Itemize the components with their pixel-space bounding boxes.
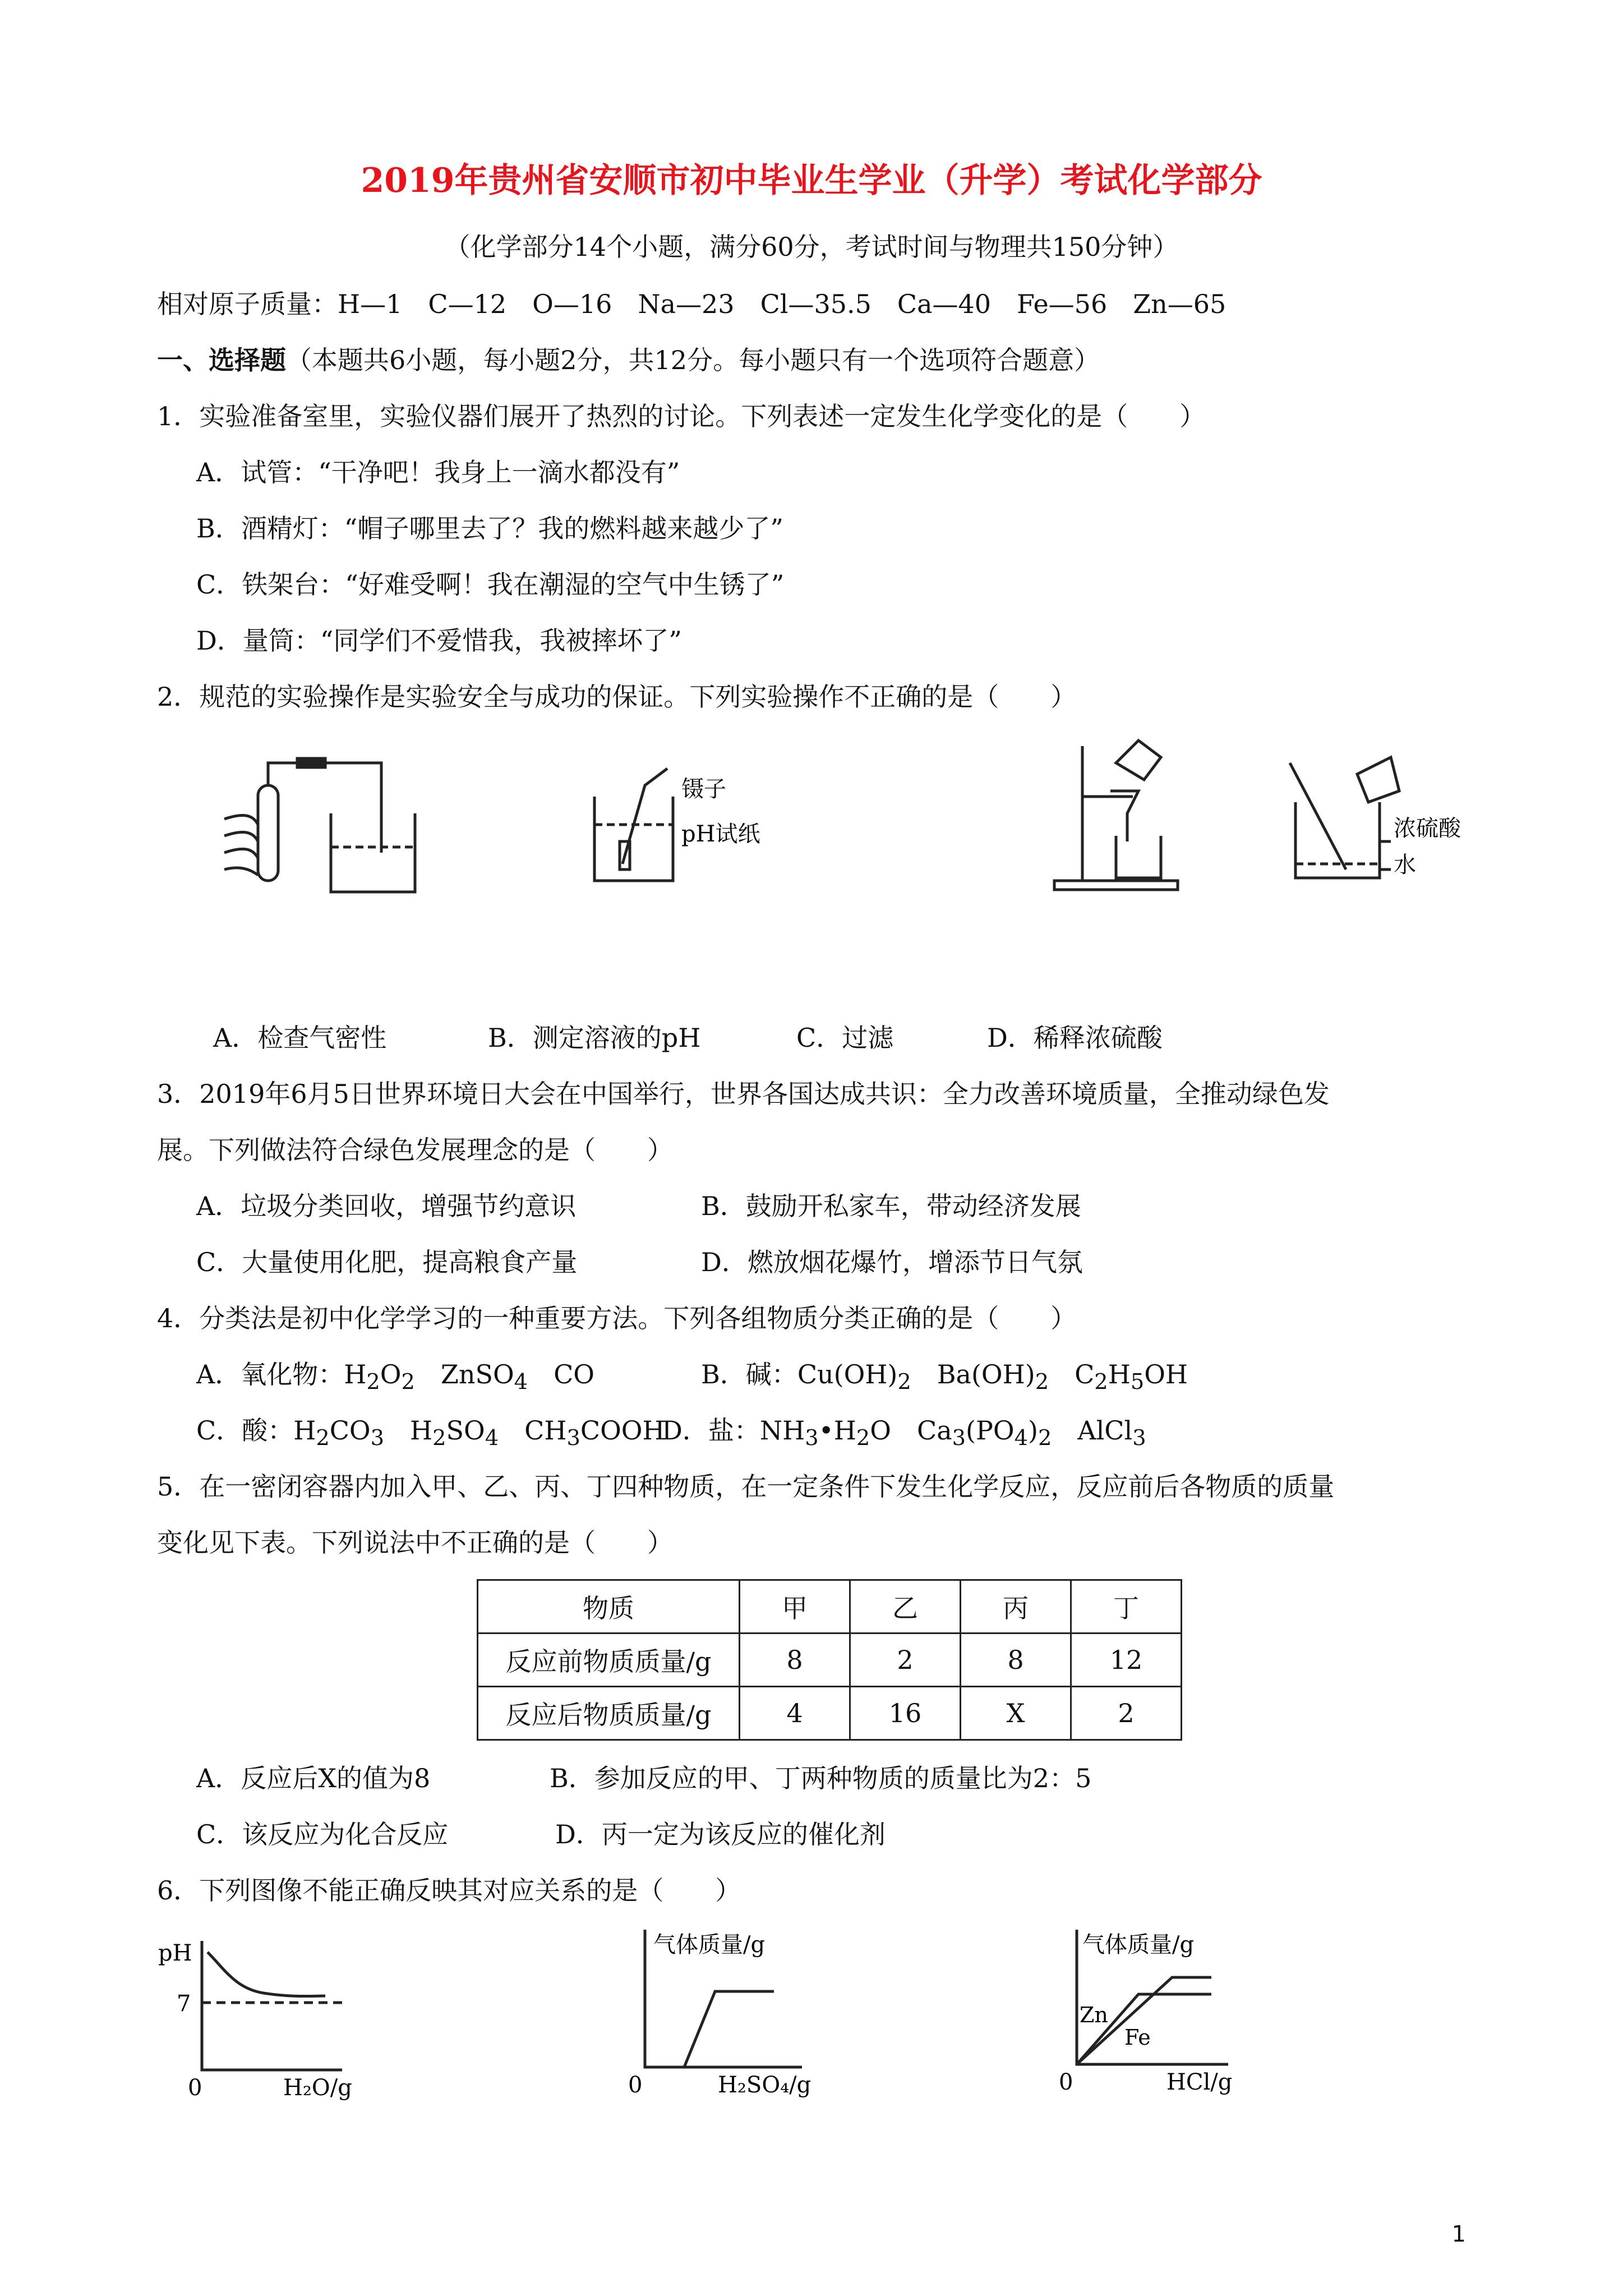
figure-acid-dilution (1284, 752, 1492, 886)
label-water: 水 (1394, 852, 1416, 878)
q2-stem: 2．规范的实验操作是实验安全与成功的保证。下列实验操作不正确的是（ ） (157, 682, 1077, 712)
q1-stem: 1．实验准备室里，实验仪器们展开了热烈的讨论。下列表述一定发生化学变化的是（ ） (157, 401, 1206, 431)
option-label: D．盐： (662, 1415, 760, 1446)
label-ph-paper: pH试纸 (681, 821, 760, 847)
table-header-row (478, 1580, 1182, 1634)
graph1-xlabel: H₂O/g (283, 2075, 352, 2101)
q1-option-d: D．量筒：“同学们不爱惜我，我被摔坏了” (196, 625, 682, 656)
section-1-heading (157, 343, 1100, 377)
q3-stem-line1: 3．2019年6月5日世界环境日大会在中国举行，世界各国达成共识：全力改善环境质量，全推动绿色发 (157, 1079, 1330, 1109)
beaker (1116, 836, 1161, 878)
page-number: 1 (1451, 2221, 1466, 2247)
option-label: C．酸： (196, 1415, 294, 1446)
section-heading: 一、选择题 (157, 345, 286, 375)
series-label-zn: Zn (1080, 2003, 1108, 2027)
beaker (1295, 802, 1380, 878)
table-cell: 2 (850, 1634, 961, 1687)
q3-option-b: B．鼓励开私家车，带动经济发展 (701, 1191, 1081, 1221)
graph1-yref: 7 (177, 1991, 191, 2017)
q2-option-c: C．过滤 (796, 1023, 894, 1053)
table-cell: 16 (850, 1687, 961, 1740)
q2-option-d: D．稀释浓硫酸 (987, 1023, 1163, 1053)
table-cell: 甲 (740, 1580, 850, 1634)
rubber-joint (297, 758, 325, 767)
pouring-beaker (1116, 740, 1161, 780)
table-cell: 反应前物质质量/g (478, 1634, 740, 1687)
gas-curve (684, 1991, 774, 2067)
graph1-ylabel: pH (158, 1940, 192, 1966)
table-row (478, 1687, 1182, 1740)
table-cell: 2 (1071, 1687, 1182, 1740)
option-label: B．碱： (701, 1359, 797, 1389)
figure-airtightness-check (213, 752, 415, 898)
series-label-fe: Fe (1124, 2025, 1151, 2050)
table-cell: 丁 (1071, 1580, 1182, 1634)
q4-option-b: B．碱：$Cu(OH)_2$ $Ba(OH)_2$ $C_2H_5OH$ (701, 1359, 1188, 1395)
q4-option-a: A．氧化物：$H_2O_2$ ZnSO$_4$ CO (196, 1359, 594, 1395)
graph3-ylabel: 气体质量/g (1082, 1932, 1195, 1958)
figure-ph-test (589, 763, 802, 892)
q5-option-d: D．丙一定为该反应的催化剂 (555, 1819, 886, 1849)
table-cell: 物质 (478, 1580, 740, 1634)
beaker (331, 813, 415, 892)
q1-option-c: C．铁架台：“好难受啊！我在潮湿的空气中生锈了” (196, 569, 785, 600)
graph-gas-vs-acid (617, 1924, 841, 2098)
label-tweezers: 镊子 (681, 776, 726, 802)
q1-option-a: A．试管：“干净吧！我身上一滴水都没有” (196, 457, 680, 487)
table-cell: 乙 (850, 1580, 961, 1634)
table-cell: 丙 (961, 1580, 1071, 1634)
q5-stem-line2: 变化见下表。下列说法中不正确的是（ ） (157, 1527, 673, 1558)
q4-stem: 4．分类法是初中化学学习的一种重要方法。下列各组物质分类正确的是（ ） (157, 1303, 1077, 1333)
q4-option-c: C．酸：$H_2CO_3$ $H_2SO_4$ $CH_3COOH$ (196, 1415, 665, 1451)
graph-ph-vs-water (151, 1930, 353, 2101)
page-title: 2019年贵州省安顺市初中毕业生学业（升学）考试化学部分 (361, 161, 1262, 200)
atomic-masses: 相对原子质量：H—1 C—12 O—16 Na—23 Cl—35.5 Ca—40 Fe—56 Zn—65 (157, 289, 1227, 319)
q5-option-c: C．该反应为化合反应 (196, 1819, 449, 1849)
table-cell: X (961, 1687, 1071, 1740)
funnel-icon (1110, 791, 1138, 841)
table-cell: 4 (740, 1687, 850, 1740)
q4-option-d: D．盐：$NH_3•H_2O$ $Ca_3(PO_4)_2$ AlCl$_3$ (662, 1415, 1146, 1451)
graph-gas-vs-hcl (1049, 1924, 1284, 2098)
figure-filtration (1049, 729, 1183, 892)
beaker (594, 797, 673, 881)
hand-icon (224, 815, 258, 875)
label-lines (1380, 841, 1391, 869)
glass-rod (1290, 763, 1346, 869)
q3-stem-line2: 展。下列做法符合绿色发展理念的是（ ） (157, 1135, 673, 1165)
q5-option-b: B．参加反应的甲、丁两种物质的质量比为2：5 (550, 1763, 1092, 1793)
graph2-xlabel: H₂SO₄/g (718, 2072, 811, 2098)
q3-option-c: C．大量使用化肥，提高粮食产量 (196, 1247, 578, 1277)
ph-curve (208, 1952, 325, 1996)
mass-table (477, 1579, 1182, 1741)
q3-option-a: A．垃圾分类回收，增强节约意识 (196, 1191, 577, 1221)
graph2-origin: 0 (628, 2072, 643, 2098)
acid-beaker (1357, 757, 1399, 802)
table-cell: 8 (740, 1634, 850, 1687)
q5-stem-line1: 5．在一密闭容器内加入甲、乙、丙、丁四种物质，在一定条件下发生化学反应，反应前后各物质的质量 (157, 1471, 1335, 1502)
q3-option-d: D．燃放烟花爆竹，增添节日气氛 (701, 1247, 1083, 1277)
q1-option-b: B．酒精灯：“帽子哪里去了？我的燃料越来越少了” (196, 513, 783, 544)
test-tube (258, 785, 278, 881)
table-cell: 反应后物质质量/g (478, 1687, 740, 1740)
axes (202, 1941, 342, 2070)
graph2-ylabel: 气体质量/g (653, 1932, 766, 1958)
delivery-tube (268, 763, 381, 853)
graph3-xlabel: HCl/g (1166, 2069, 1233, 2095)
option-label: A．氧化物： (196, 1359, 344, 1389)
graph1-origin: 0 (188, 2075, 202, 2101)
table-cell: 8 (961, 1634, 1071, 1687)
q6-stem: 6．下列图像不能正确反映其对应关系的是（ ） (157, 1875, 741, 1906)
exam-subtitle: （化学部分14个小题，满分60分，考试时间与物理共150分钟） (444, 232, 1179, 262)
table-row (478, 1634, 1182, 1687)
stand-base (1054, 881, 1178, 890)
q5-option-a: A．反应后X的值为8 (196, 1763, 431, 1793)
q2-option-b: B．测定溶液的pH (488, 1023, 701, 1053)
q2-option-a: A．检查气密性 (213, 1023, 387, 1053)
label-conc-acid: 浓硫酸 (1394, 816, 1461, 841)
section-note: （本题共6小题，每小题2分，共12分。每小题只有一个选项符合题意） (286, 345, 1100, 375)
graph3-origin: 0 (1059, 2069, 1073, 2095)
table-cell: 12 (1071, 1634, 1182, 1687)
